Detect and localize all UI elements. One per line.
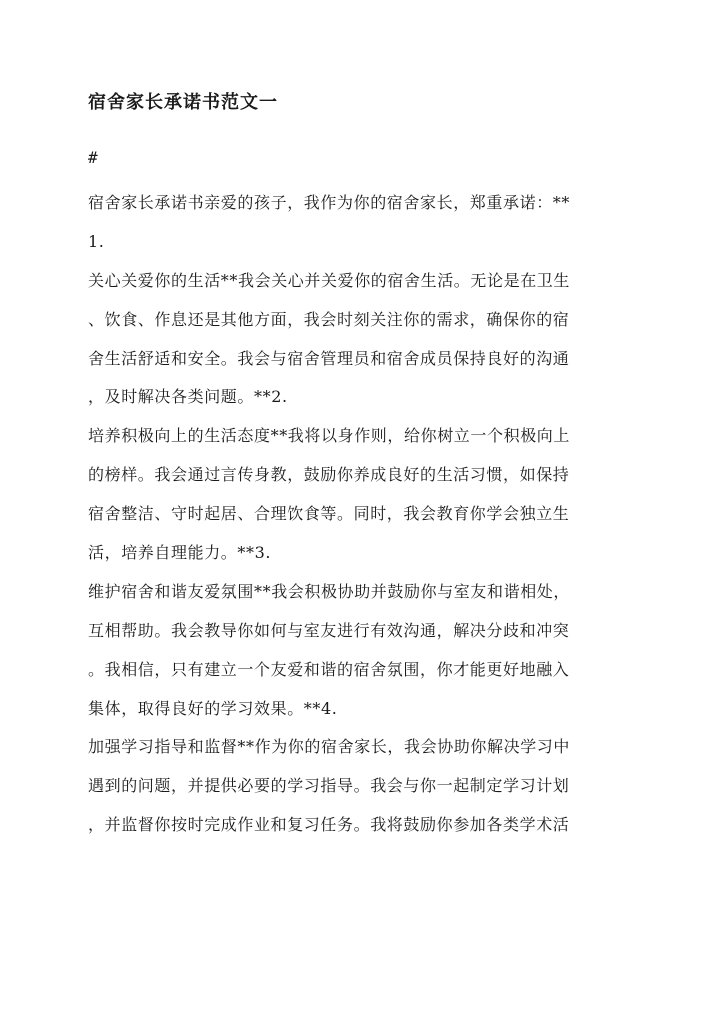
- body-line: 1.: [88, 231, 105, 251]
- body-line: ，并监督你按时完成作业和复习任务。我将鼓励你参加各类学术活: [88, 815, 570, 835]
- body-line: 宿舍家长承诺书亲爱的孩子，我作为你的宿舍家长，郑重承诺：**: [88, 193, 571, 212]
- body-line: 舍生活舒适和安全。我会与宿舍管理员和宿舍成员保持良好的沟通: [88, 348, 570, 368]
- body-line: 活，培养自理能力。**3.: [88, 543, 272, 563]
- body-line: 宿舍整洁、守时起居、合理饮食等。同时，我会教育你学会独立生: [88, 504, 570, 524]
- body-line: 维护宿舍和谐友爱氛围**我会积极协助并鼓励你与室友和谐相处，: [88, 581, 571, 601]
- body-line: 。我相信，只有建立一个友爱和谐的宿舍氛围，你才能更好地融入: [88, 659, 570, 679]
- body-line: 的榜样。我会通过言传身教，鼓励你养成良好的生活习惯，如保持: [88, 465, 570, 485]
- body-line: ，及时解决各类问题。**2.: [88, 387, 288, 407]
- body-line: 关心关爱你的生活**我会关心并关爱你的宿舍生活。无论是在卫生: [88, 270, 571, 290]
- body-line: 遇到的问题，并提供必要的学习指导。我会与你一起制定学习计划: [88, 776, 570, 796]
- document-body: [88, 184, 636, 845]
- body-line: 互相帮助。我会教导你如何与室友进行有效沟通，解决分歧和冲突: [88, 620, 570, 640]
- document-title: 宿舍家长承诺书范文一: [88, 92, 278, 113]
- body-line: 、饮食、作息还是其他方面，我会时刻关注你的需求，确保你的宿: [88, 309, 570, 329]
- body-line: 集体，取得良好的学习效果。**4.: [88, 698, 338, 718]
- body-line: 培养积极向上的生活态度**我将以身作则，给你树立一个积极向上: [88, 426, 571, 446]
- section-marker: #: [88, 148, 98, 167]
- body-line: 加强学习指导和监督**作为你的宿舍家长，我会协助你解决学习中: [88, 737, 571, 757]
